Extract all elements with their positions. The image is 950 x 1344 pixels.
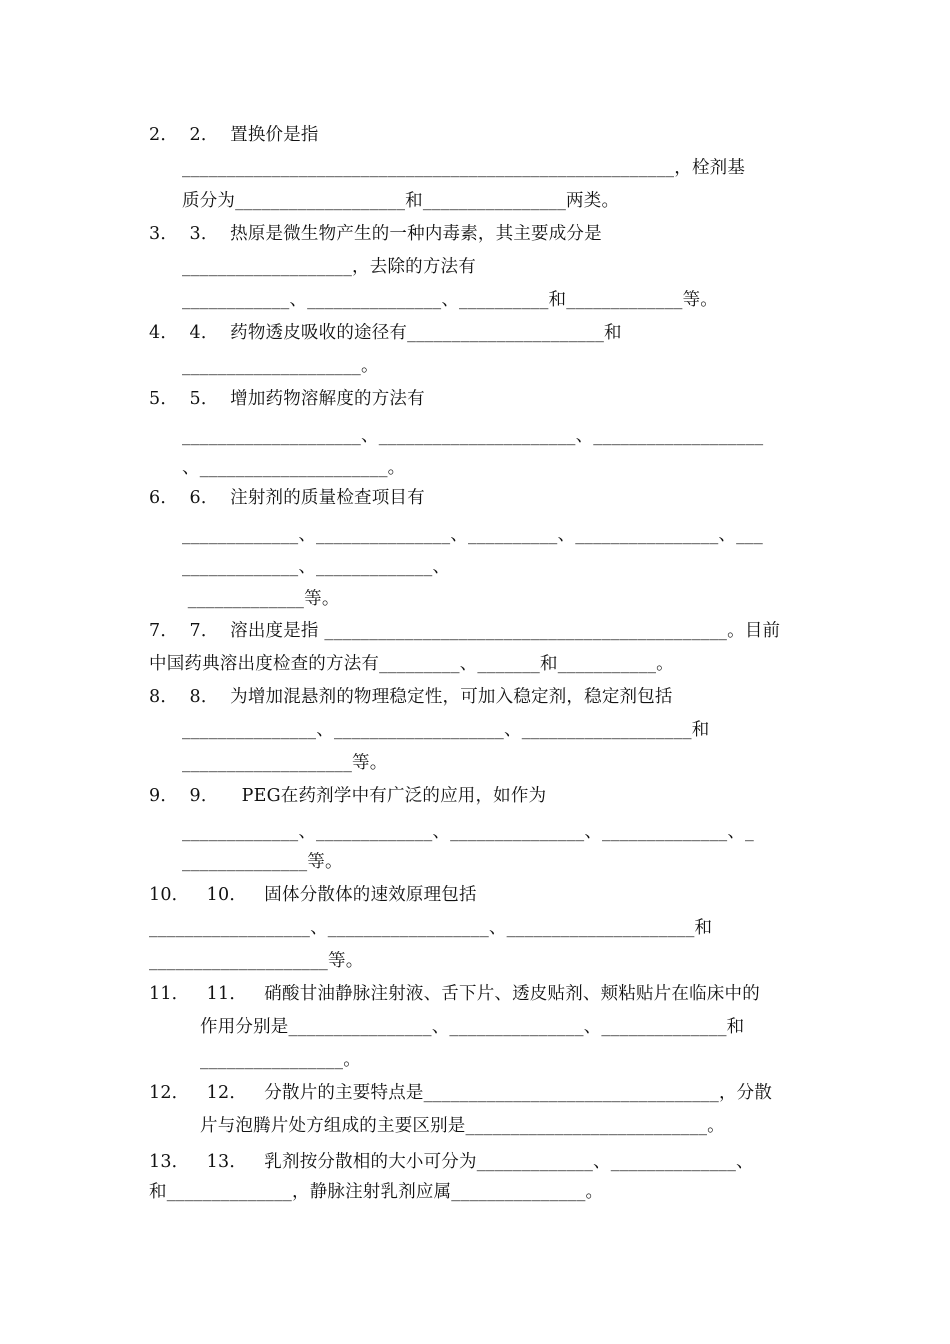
question-11-line-3: ________________。 [200,1050,361,1070]
question-8-line-3: ___________________等。 [182,753,388,773]
question-9-line-1: 9． 9． PEG在药剂学中有广泛的应用，如作为 [149,786,547,806]
question-9-line-3: ______________等。 [182,852,343,872]
question-2-line-3: 质分为___________________和________________两类。 [182,191,620,211]
question-12-line-1: 12． 12． 分散片的主要特点是_________________________________，分散 [149,1083,773,1103]
question-6-line-2: _____________、_______________、__________、________________、___ [182,525,763,545]
question-4-line-2: ____________________。 [182,356,379,376]
question-3-line-2: ___________________，去除的方法有 [182,257,476,277]
question-11-line-2: 作用分别是________________、_______________、______________和 [200,1017,745,1037]
question-3-line-1: 3． 3． 热原是微生物产生的一种内毒素，其主要成分是 [149,224,602,244]
question-4-line-1: 4． 4． 药物透皮吸收的途径有______________________和 [149,323,622,343]
question-5-line-3: 、_____________________。 [182,458,406,478]
question-8-line-2: _______________、___________________、___________________和 [182,720,710,740]
question-6-line-1: 6． 6． 注射剂的质量检查项目有 [149,488,425,508]
question-2-line-2: _______________________________________________________，栓剂基 [182,158,746,178]
question-5-line-2: ____________________、______________________、___________________ [182,426,764,446]
question-7-line-2: 中国药典溶出度检查的方法有_________、_______和___________。 [149,654,674,674]
question-10-line-3: ____________________等。 [149,951,364,971]
question-13-line-2: 和______________，静脉注射乳剂应属_______________。 [149,1182,604,1202]
question-2-line-1: 2． 2． 置换价是指 [149,125,319,145]
question-9-line-2: _____________、_____________、_______________、______________、_ [182,822,754,842]
question-11-line-1: 11． 11． 硝酸甘油静脉注射液、舌下片、透皮贴剂、颊粘贴片在临床中的 [149,984,760,1004]
question-13-line-1: 13． 13． 乳剂按分散相的大小可分为_____________、______________、 [149,1152,754,1172]
question-10-line-2: __________________、__________________、_____________________和 [149,918,713,938]
question-8-line-1: 8． 8． 为增加混悬剂的物理稳定性，可加入稳定剂，稳定剂包括 [149,687,673,707]
question-10-line-1: 10． 10． 固体分散体的速效原理包括 [149,885,477,905]
question-3-line-3: ____________、_______________、__________和_____________等。 [182,290,718,310]
question-5-line-1: 5． 5． 增加药物溶解度的方法有 [149,389,425,409]
question-12-line-2: 片与泡腾片处方组成的主要区别是___________________________。 [200,1116,725,1136]
question-6-line-4: _____________等。 [182,589,340,609]
question-6-line-3: _____________、_____________、 [182,557,451,577]
question-7-line-1: 7． 7． 溶出度是指 _____________________________________________。目前 [149,621,781,641]
